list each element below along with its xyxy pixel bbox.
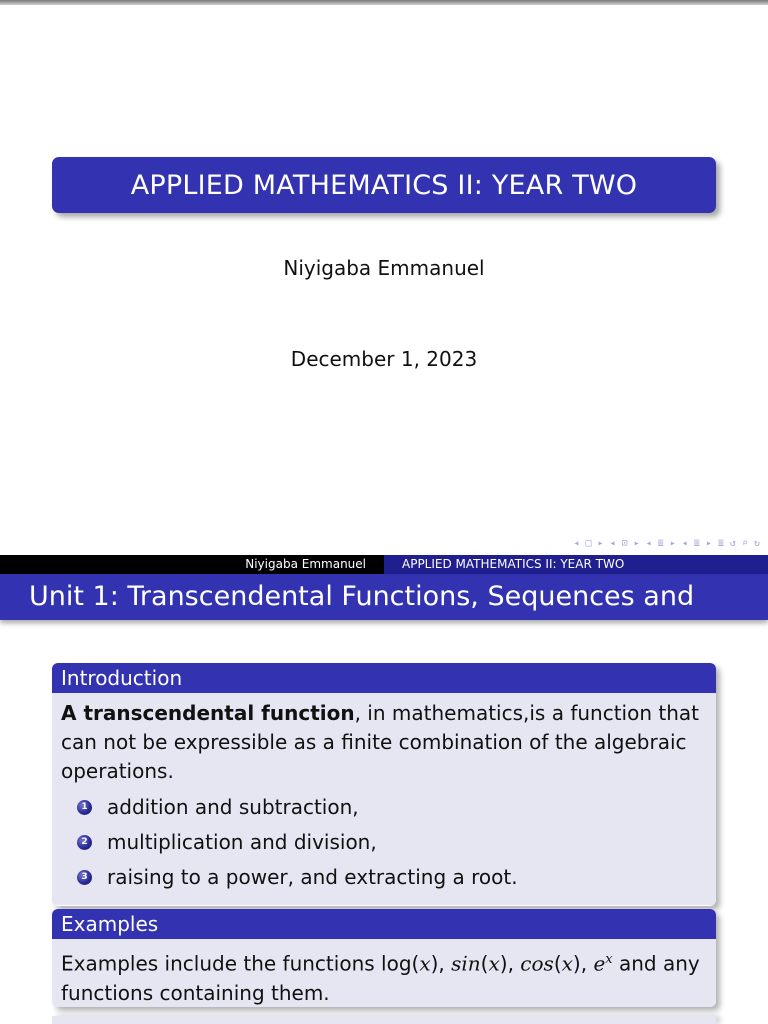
examples-text: ),: [430, 951, 452, 976]
math-var: x: [419, 951, 431, 976]
nav-next-subsection-icon[interactable]: ◂ ≣ ▸: [681, 537, 712, 549]
nav-prev-frame-icon[interactable]: ◂ □ ▸: [573, 537, 604, 549]
examples-text: and any functions containing them.: [61, 951, 700, 1005]
math-func: cos: [520, 951, 554, 976]
definition-text: , in mathematics,is a function that can not be expressible as a finite combination of the algebraic operations.: [61, 701, 699, 783]
headline-bar: [0, 555, 768, 574]
search-icon[interactable]: ↺ ⌕ ↻: [729, 537, 760, 549]
numbered-ball-icon: 2: [77, 835, 92, 850]
page-top-border: [0, 0, 768, 5]
math-func: e: [593, 951, 606, 976]
math-exponent: x: [605, 952, 613, 967]
list-item-text: multiplication and division,: [107, 830, 377, 854]
examples-text: (: [480, 951, 489, 976]
frame-title: Unit 1: Transcendental Functions, Sequences and Series: [0, 574, 768, 620]
examples-text: ),: [499, 951, 521, 976]
examples-block-body: [52, 939, 716, 1007]
operations-list: [61, 790, 707, 895]
numbered-ball-icon: 3: [77, 870, 92, 885]
list-item: [61, 790, 707, 825]
list-item: [61, 825, 707, 860]
examples-text: (: [553, 951, 562, 976]
introduction-paragraph: [61, 699, 707, 786]
beamer-navigation-symbols: [573, 536, 760, 550]
introduction-block-title: Introduction: [52, 663, 716, 693]
introduction-block-body: [52, 693, 716, 905]
examples-text: ),: [572, 951, 594, 976]
list-item-text: raising to a power, and extracting a root.: [107, 865, 518, 889]
examples-text: Examples include the functions log(: [61, 951, 420, 976]
definition-term: A transcendental function: [61, 701, 355, 725]
nav-prev-subsection-icon[interactable]: ◂ ⊡ ▸: [609, 537, 640, 549]
examples-block: [52, 909, 716, 1007]
nav-section-icon[interactable]: ◂ ≣ ▸: [645, 537, 676, 549]
slide-title: APPLIED MATHEMATICS II: YEAR TWO: [130, 169, 638, 201]
list-item-text: addition and subtraction,: [107, 795, 359, 819]
math-var: x: [561, 951, 573, 976]
examples-block-title: Examples: [52, 909, 716, 939]
math-func: sin: [451, 951, 481, 976]
headline-title: APPLIED MATHEMATICS II: YEAR TWO: [384, 555, 768, 574]
slide-title-box: [52, 157, 716, 213]
numbered-ball-icon: 1: [77, 800, 92, 815]
math-var: x: [488, 951, 500, 976]
introduction-block: [52, 663, 716, 906]
slide-author: Niyigaba Emmanuel: [283, 256, 485, 280]
nav-appendix-icon[interactable]: ≣: [717, 537, 724, 549]
slide-date: December 1, 2023: [290, 347, 478, 371]
headline-author: Niyigaba Emmanuel: [0, 555, 384, 574]
list-item: [61, 860, 707, 895]
next-block-edge: [52, 1016, 716, 1024]
